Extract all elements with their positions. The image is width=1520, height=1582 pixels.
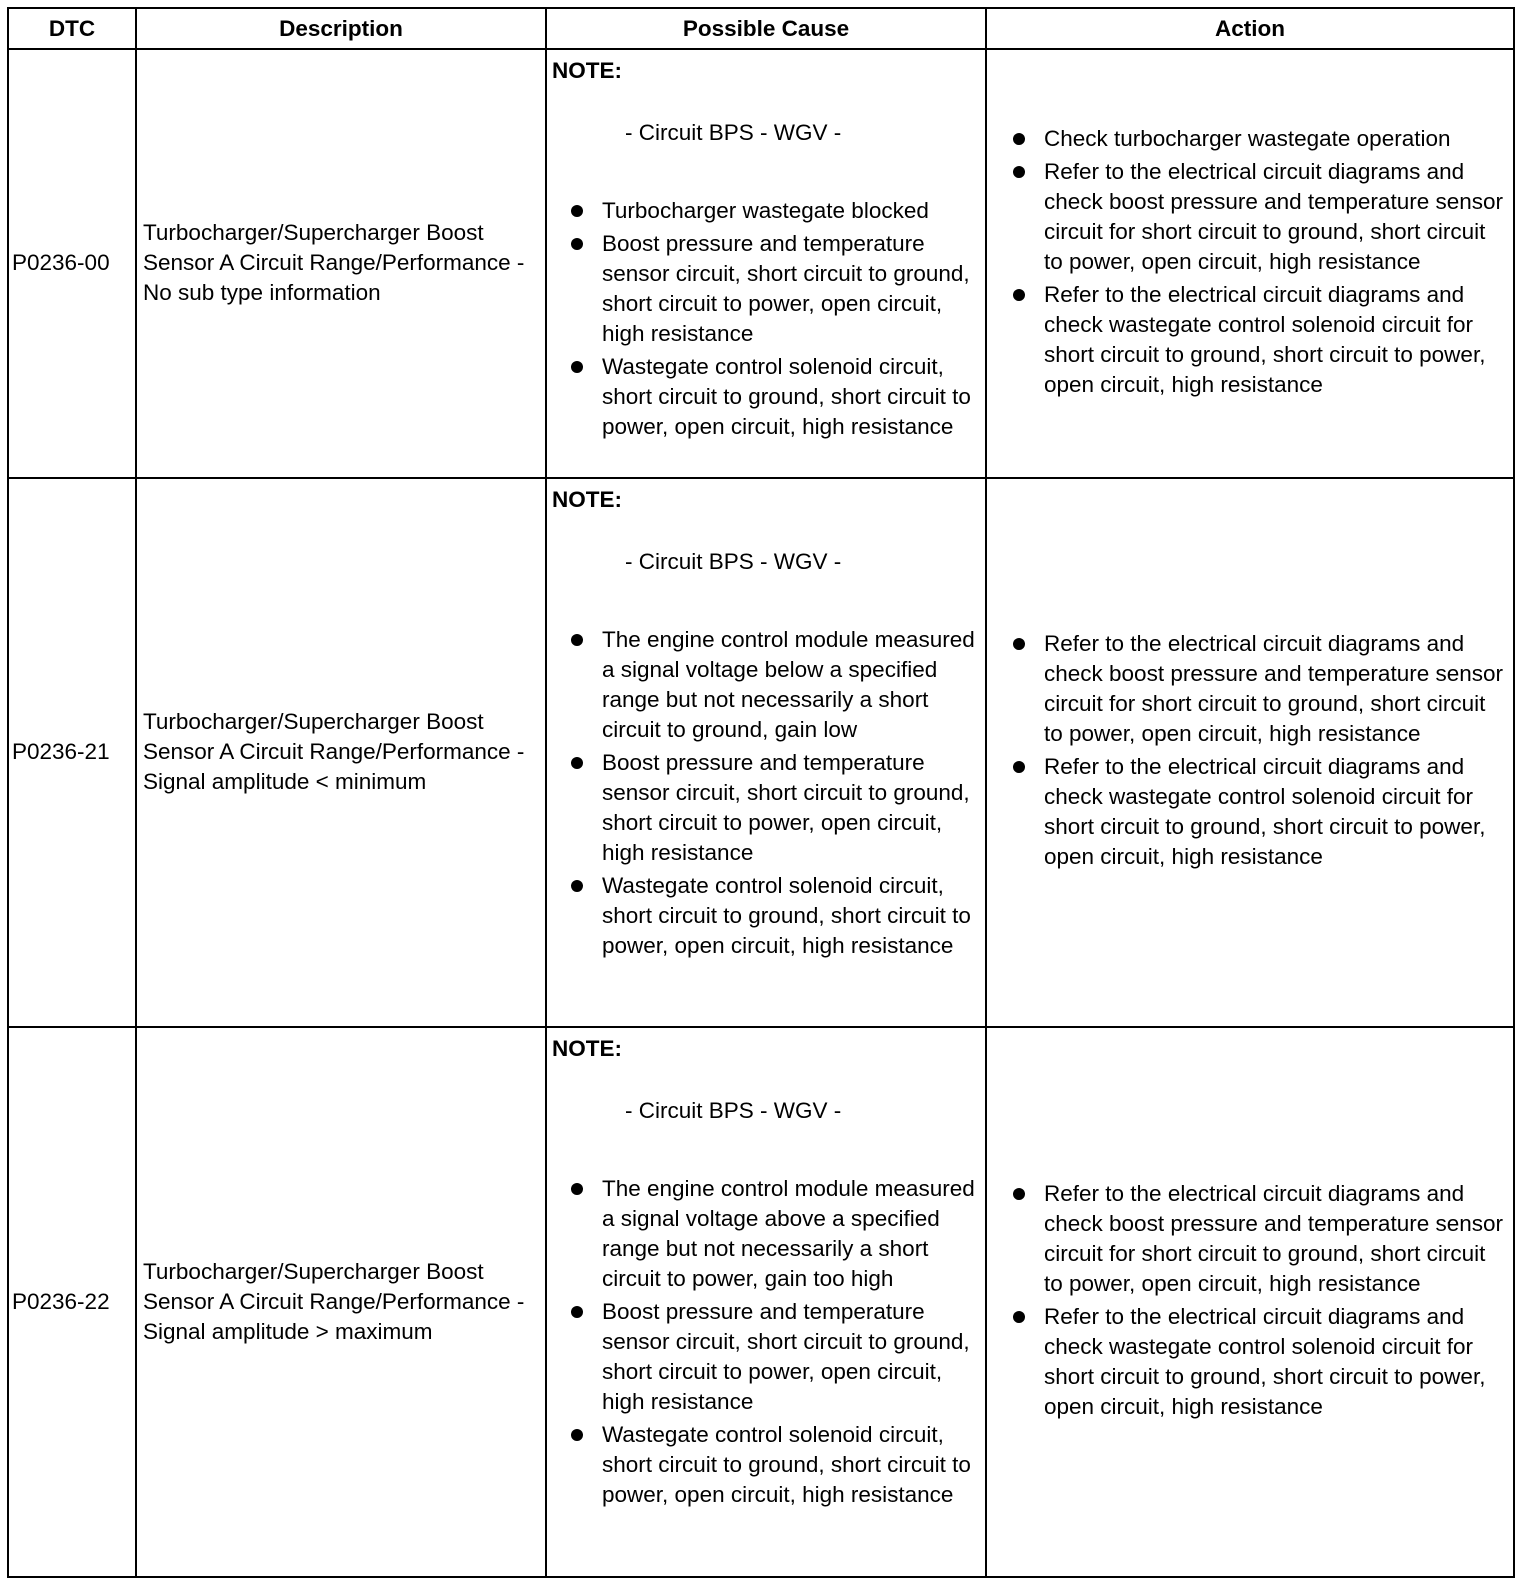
cause-item: Wastegate control solenoid circuit, short circuit to ground, short circuit to power, open circuit, high resistance bbox=[602, 352, 981, 442]
action-list bbox=[1007, 124, 1509, 400]
header-dtc: DTC bbox=[8, 8, 136, 49]
note-label: NOTE: bbox=[552, 1035, 622, 1061]
dtc-code: P0236-21 bbox=[8, 478, 136, 1027]
header-description: Description bbox=[136, 8, 546, 49]
possible-cause-cell bbox=[546, 49, 986, 478]
table-row bbox=[8, 49, 1514, 478]
header-row bbox=[8, 8, 1514, 49]
dtc-code: P0236-22 bbox=[8, 1027, 136, 1577]
action-item: Refer to the electrical circuit diagrams and check boost pressure and temperature sensor circuit for short circuit to ground, short circuit to power, open circuit, high resistance bbox=[1044, 629, 1509, 749]
action-item: Refer to the electrical circuit diagrams and check wastegate control solenoid circuit for short circuit to ground, short circuit to power, open circuit, high resistance bbox=[1044, 752, 1509, 872]
note-label: NOTE: bbox=[552, 486, 622, 512]
cause-list bbox=[552, 625, 981, 961]
dtc-code: P0236-00 bbox=[8, 49, 136, 478]
cause-item: The engine control module measured a signal voltage above a specified range but not necessarily a short circuit to power, gain too high bbox=[602, 1174, 981, 1294]
header-possible-cause: Possible Cause bbox=[546, 8, 986, 49]
cause-item: Turbocharger wastegate blocked bbox=[602, 196, 981, 226]
action-item: Check turbocharger wastegate operation bbox=[1044, 124, 1509, 154]
cause-list bbox=[552, 196, 981, 442]
possible-cause-cell bbox=[546, 478, 986, 1027]
cause-item: Wastegate control solenoid circuit, short circuit to ground, short circuit to power, open circuit, high resistance bbox=[602, 1420, 981, 1510]
table-row bbox=[8, 478, 1514, 1027]
dtc-table bbox=[7, 7, 1515, 1578]
dtc-description: Turbocharger/Supercharger Boost Sensor A Circuit Range/Performance - No sub type information bbox=[136, 49, 546, 478]
table-row bbox=[8, 1027, 1514, 1577]
cause-item: Boost pressure and temperature sensor circuit, short circuit to ground, short circuit to power, open circuit, high resistance bbox=[602, 229, 981, 349]
circuit-label: - Circuit BPS - WGV - bbox=[625, 120, 842, 145]
action-list bbox=[1007, 1179, 1509, 1422]
cause-item: Boost pressure and temperature sensor circuit, short circuit to ground, short circuit to power, open circuit, high resistance bbox=[602, 748, 981, 868]
note-label: NOTE: bbox=[552, 58, 622, 83]
action-item: Refer to the electrical circuit diagrams and check wastegate control solenoid circuit for short circuit to ground, short circuit to power, open circuit, high resistance bbox=[1044, 280, 1509, 400]
circuit-label: - Circuit BPS - WGV - bbox=[625, 1097, 842, 1123]
cause-item: Boost pressure and temperature sensor circuit, short circuit to ground, short circuit to power, open circuit, high resistance bbox=[602, 1297, 981, 1417]
dtc-description: Turbocharger/Supercharger Boost Sensor A Circuit Range/Performance - Signal amplitude > maximum bbox=[136, 1027, 546, 1577]
dtc-description: Turbocharger/Supercharger Boost Sensor A Circuit Range/Performance - Signal amplitude < minimum bbox=[136, 478, 546, 1027]
action-item: Refer to the electrical circuit diagrams and check wastegate control solenoid circuit for short circuit to ground, short circuit to power, open circuit, high resistance bbox=[1044, 1302, 1509, 1422]
action-cell bbox=[986, 49, 1514, 478]
action-list bbox=[1007, 629, 1509, 872]
action-cell bbox=[986, 1027, 1514, 1577]
action-cell bbox=[986, 478, 1514, 1027]
possible-cause-cell bbox=[546, 1027, 986, 1577]
action-item: Refer to the electrical circuit diagrams and check boost pressure and temperature sensor circuit for short circuit to ground, short circuit to power, open circuit, high resistance bbox=[1044, 1179, 1509, 1299]
cause-item: The engine control module measured a signal voltage below a specified range but not necessarily a short circuit to ground, gain low bbox=[602, 625, 981, 745]
header-action: Action bbox=[986, 8, 1514, 49]
circuit-label: - Circuit BPS - WGV - bbox=[625, 548, 842, 574]
cause-item: Wastegate control solenoid circuit, short circuit to ground, short circuit to power, open circuit, high resistance bbox=[602, 871, 981, 961]
cause-list bbox=[552, 1174, 981, 1510]
action-item: Refer to the electrical circuit diagrams and check boost pressure and temperature sensor circuit for short circuit to ground, short circuit to power, open circuit, high resistance bbox=[1044, 157, 1509, 277]
